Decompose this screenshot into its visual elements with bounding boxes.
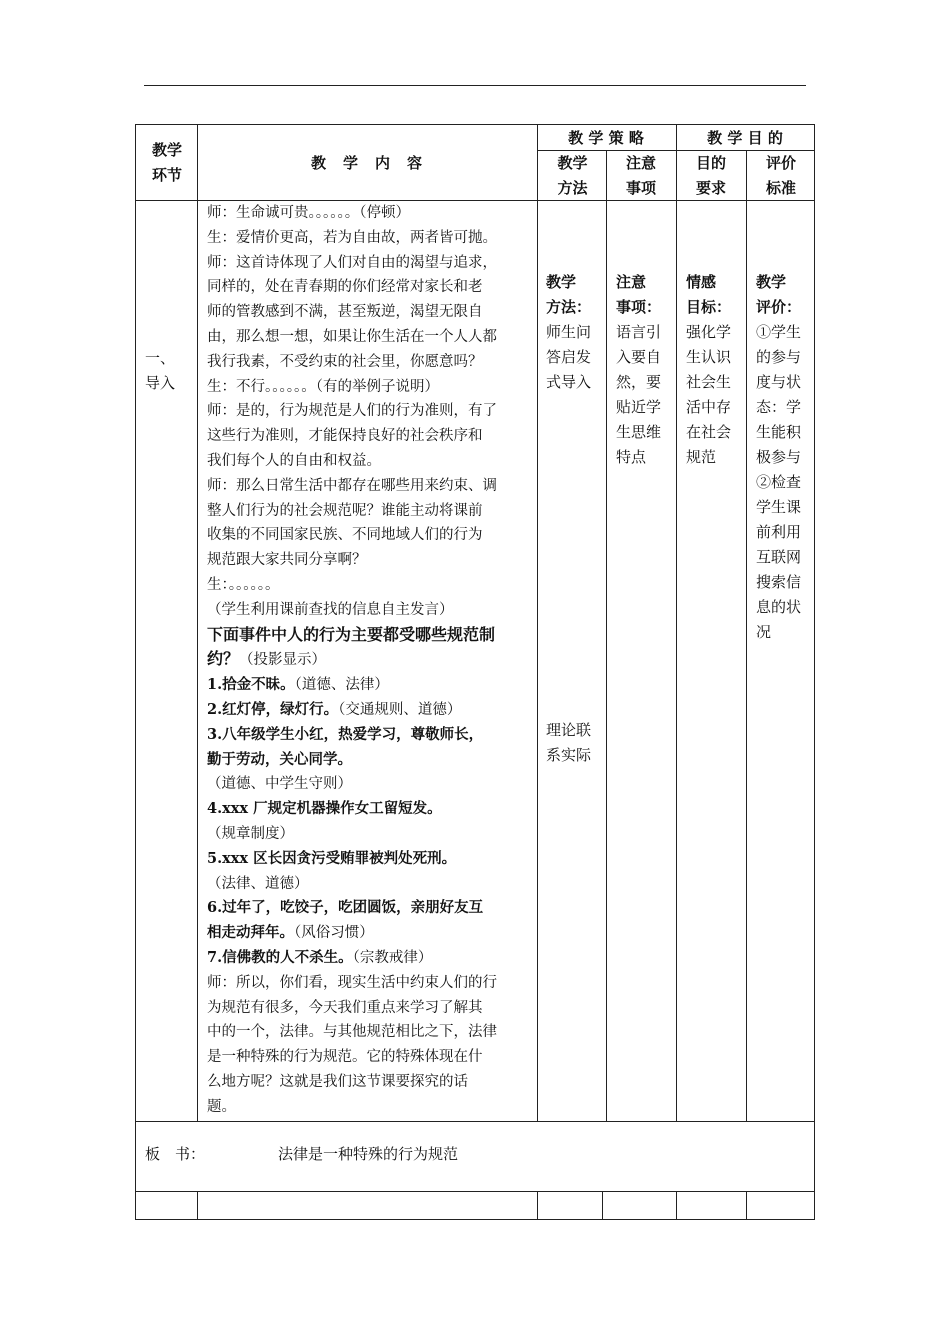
notes-column: 注意 事项： 语言引 入要自 然，要 贴近学 生思维 特点 — [616, 273, 662, 466]
content-line: 5.xxx 区长因贪污受贿罪被判处死刑。 — [207, 849, 457, 867]
content-line: （学生利用课前查找的信息自主发言） — [207, 601, 454, 618]
content-line — [207, 647, 531, 673]
content-line: 生：爱情价更高，若为自由故，两者皆可抛。 — [207, 229, 497, 246]
content-line: 4.xxx 厂规定机器操作女工留短发。 — [207, 800, 442, 818]
content-span: （投影显示） — [239, 652, 327, 669]
header-notes: 注意 事项 — [625, 154, 656, 197]
content-line: 勤于劳动，关心同学。 — [207, 750, 352, 768]
teaching-content — [207, 201, 531, 1119]
content-line — [207, 946, 531, 971]
content-line: 师：这首诗体现了人们对自由的渴望与追求， — [207, 254, 497, 271]
header-method: 教学 方法 — [557, 154, 588, 197]
board-label: 板 书： — [145, 1145, 206, 1163]
header-evaluation: 评价 标准 — [765, 154, 796, 197]
page-header-rule — [144, 85, 806, 86]
content-line: 题。 — [207, 1098, 236, 1115]
board-text: 法律是一种特殊的行为规范 — [278, 1145, 459, 1163]
content-line: 这些行为准则，才能保持良好的社会秩序和 — [207, 428, 483, 445]
content-line: 我行我素，不受约束的社会里，你愿意吗？ — [207, 353, 483, 370]
section-label: 一、 导入 — [145, 349, 176, 392]
header-section: 教学 环节 — [151, 141, 182, 184]
header-content: 教 学 内 容 — [310, 154, 423, 172]
requirement-column: 情感 目标： 强化学 生认识 社会生 活中存 在社会 规范 — [686, 273, 732, 466]
content-line: 生：不行。。。。。。（有的举例子说明） — [207, 378, 439, 395]
content-span: （交通规则、道德） — [338, 701, 462, 718]
content-line: 师：那么日常生活中都存在哪些用来约束、调 — [207, 477, 497, 494]
content-line: 收集的不同国家民族、不同地域人们的行为 — [207, 527, 483, 544]
content-line: （规章制度） — [207, 825, 294, 842]
content-line: 中的一个，法律。与其他规范相比之下，法律 — [207, 1024, 497, 1041]
content-line: 我们每个人的自由和权益。 — [207, 452, 381, 469]
content-line — [207, 698, 531, 723]
content-line: 整人们行为的社会规范呢？谁能主动将课前 — [207, 502, 483, 519]
content-span: （宗教戒律） — [352, 949, 433, 966]
content-line: 师：生命诚可贵。。。。。。（停顿） — [207, 205, 410, 221]
content-line: （法律、道德） — [207, 875, 309, 892]
content-span: 2.红灯停，绿灯行。 — [207, 700, 339, 718]
content-line: 下面事件中人的行为主要都受哪些规范制 — [207, 624, 496, 644]
content-line: 由，那么想一想，如果让你生活在一个人人都 — [207, 328, 497, 345]
content-line: 是一种特殊的行为规范。它的特殊体现在什 — [207, 1049, 483, 1066]
header-goal: 教 学 目 的 — [707, 129, 783, 147]
content-line: 生：。。。。。。 — [207, 576, 280, 593]
content-line: 同样的，处在青春期的你们经常对家长和老 — [207, 279, 483, 296]
content-line: 为规范有很多，今天我们重点来学习了解其 — [207, 999, 483, 1016]
content-span: 1.拾金不昧。 — [207, 676, 295, 694]
content-line: 么地方呢？这就是我们这节课要探究的话 — [207, 1073, 468, 1090]
content-line: 3.八年级学生小红，热爱学习，尊敬师长， — [207, 725, 484, 743]
header-strategy: 教 学 策 略 — [568, 129, 644, 147]
content-span: （道德、法律） — [294, 677, 389, 694]
content-line: 师：是的，行为规范是人们的行为准则，有了 — [207, 403, 497, 420]
content-line: 师的管教感到不满，甚至叛逆，渴望无限自 — [207, 304, 483, 321]
header-requirement: 目的 要求 — [695, 154, 726, 197]
content-line: 规范跟大家共同分享啊？ — [207, 552, 367, 569]
method-column: 教学 方法： 师生问 答启发 式导入 — [546, 273, 592, 391]
content-line: （道德、中学生守则） — [207, 776, 352, 793]
evaluation-column: 教学 评价： ①学生 的参与 度与状 态：学 生能积 极参与 ②检查 学生课 前利用 互联网 搜索信 息的状 况 — [756, 273, 802, 641]
content-span: 相走动拜年。 — [207, 924, 294, 942]
content-line — [207, 921, 531, 946]
content-span: 7.信佛教的人不杀生。 — [207, 948, 353, 966]
content-line: 6.过年了，吃饺子，吃团圆饭，亲朋好友互 — [207, 899, 484, 917]
content-line: 师：所以，你们看，现实生活中约束人们的行 — [207, 974, 497, 991]
method-later: 理论联 系实际 — [546, 721, 592, 764]
content-line — [207, 673, 531, 698]
content-span: 约？ — [207, 649, 240, 669]
content-span: （风俗习惯） — [294, 925, 374, 942]
